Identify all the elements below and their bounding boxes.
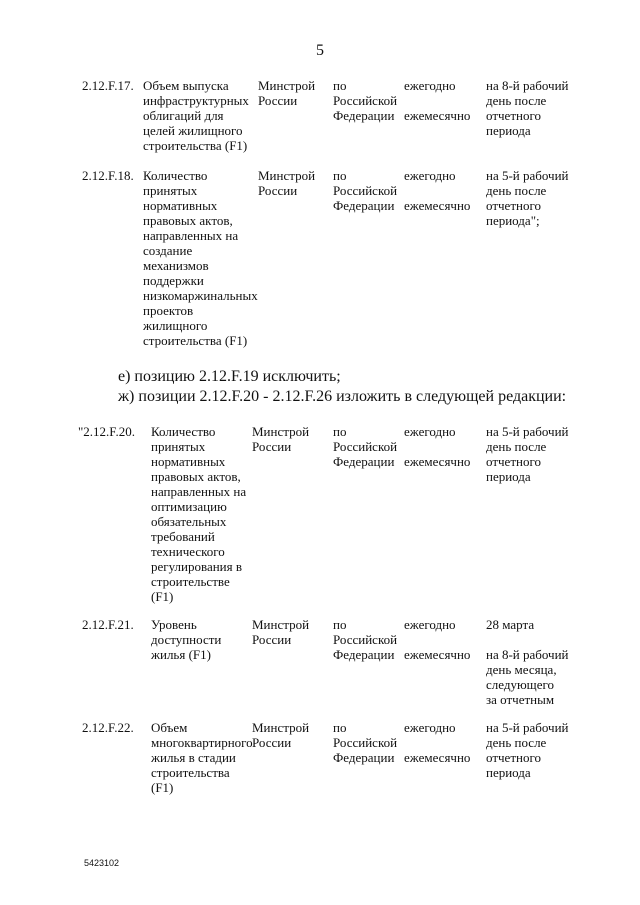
row-periodicity: ежегодно ежемесячно (404, 78, 471, 123)
row-indicator-name: Количество принятых нормативных правовых актов, направленных на создание механизмов поддержки низкомаржинальных проектов жилищного строительства (F1) (143, 168, 258, 348)
row-periodicity: ежегодно ежемесячно (404, 617, 471, 662)
row-indicator-name: Уровень доступности жилья (F1) (151, 617, 222, 662)
row-deadline: 28 марта на 8-й рабочий день месяца, следующего за отчетным (486, 617, 569, 707)
row-level: по Российской Федерации (333, 617, 398, 662)
row-responsible: Минстрой России (252, 424, 310, 454)
row-responsible: Минстрой России (258, 168, 316, 198)
row-deadline: на 5-й рабочий день после отчетного периода"; (486, 168, 569, 228)
row-level: по Российской Федерации (333, 720, 398, 765)
row-deadline: на 5-й рабочий день после отчетного периода (486, 424, 569, 484)
row-level: по Российской Федерации (333, 168, 398, 213)
row-code: 2.12.F.22. (82, 720, 134, 735)
row-deadline: на 8-й рабочий день после отчетного периода (486, 78, 569, 138)
row-code: "2.12.F.20. (78, 424, 135, 439)
page-number: 5 (316, 42, 324, 59)
row-indicator-name: Объем выпуска инфраструктурных облигаций для целей жилищного строительства (F1) (143, 78, 249, 153)
document-code: 5423102 (84, 858, 120, 868)
row-deadline: на 5-й рабочий день после отчетного периода (486, 720, 569, 780)
row-periodicity: ежегодно ежемесячно (404, 424, 471, 469)
row-responsible: Минстрой России (252, 617, 310, 647)
instruction-exclude: е) позицию 2.12.F.19 исключить; (118, 368, 341, 385)
row-code: 2.12.F.21. (82, 617, 134, 632)
row-code: 2.12.F.17. (82, 78, 134, 93)
row-code: 2.12.F.18. (82, 168, 134, 183)
row-indicator-name: Объем многоквартирного жилья в стадии строительства (F1) (151, 720, 253, 795)
row-level: по Российской Федерации (333, 78, 398, 123)
instruction-restate: ж) позиции 2.12.F.20 - 2.12.F.26 изложить в следующей редакции: (118, 388, 567, 405)
row-level: по Российской Федерации (333, 424, 398, 469)
row-periodicity: ежегодно ежемесячно (404, 720, 471, 765)
row-responsible: Минстрой России (258, 78, 316, 108)
row-indicator-name: Количество принятых нормативных правовых актов, направленных на оптимизацию обязательных требований технического регулирования в строительстве (F1) (151, 424, 247, 604)
row-periodicity: ежегодно ежемесячно (404, 168, 471, 213)
row-responsible: Минстрой России (252, 720, 310, 750)
